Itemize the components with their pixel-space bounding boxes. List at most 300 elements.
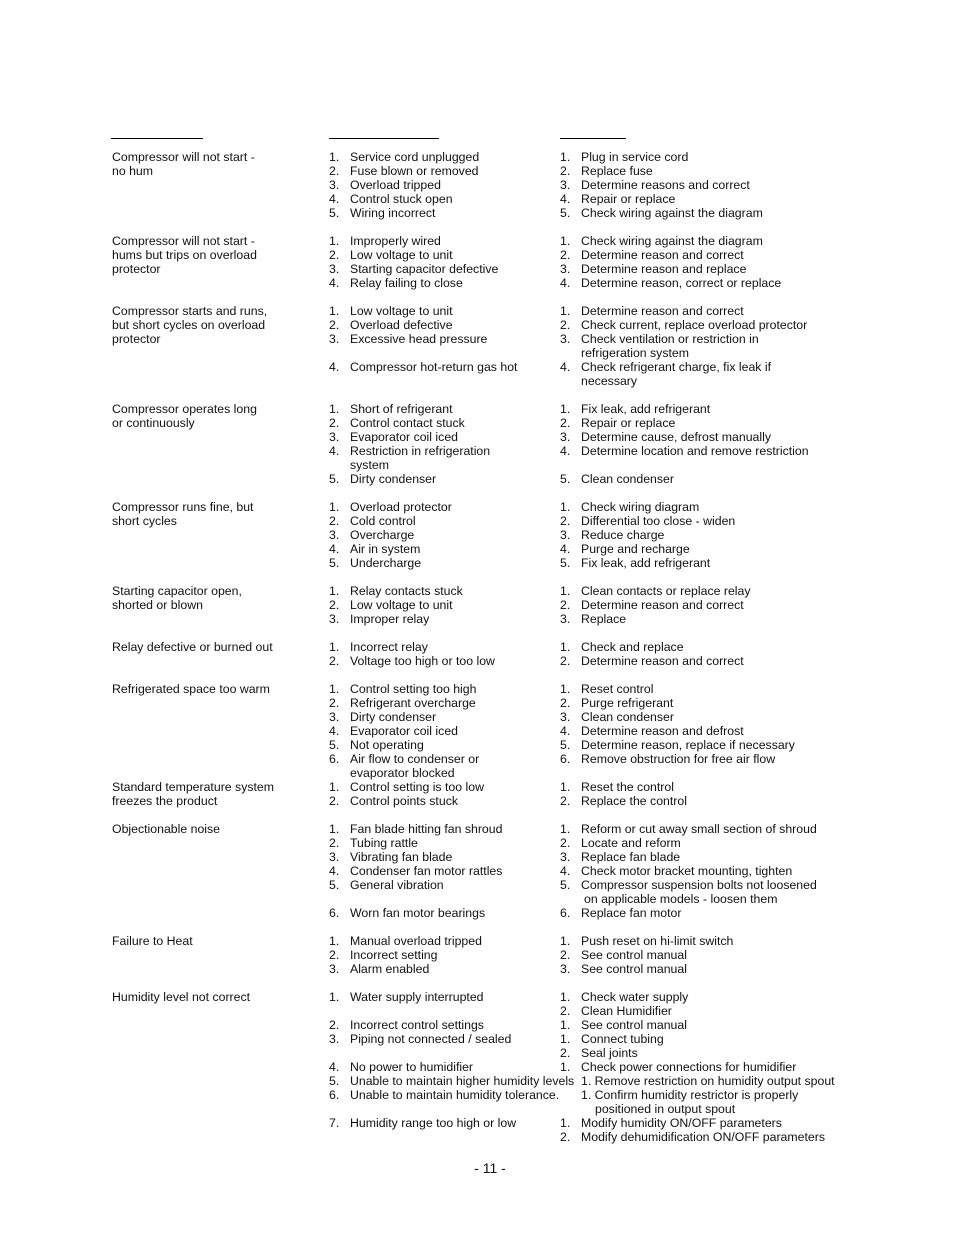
cause-text: Overload protector <box>350 500 452 514</box>
remedy-number: 1. <box>560 682 571 696</box>
remedy-number: 2. <box>560 164 571 178</box>
cause-number: 3. <box>329 612 340 626</box>
problem-text: protector <box>112 262 161 276</box>
remedy-text: Check current, replace overload protector <box>581 318 808 332</box>
remedy-text: Check and replace <box>581 640 684 654</box>
cause-number: 1. <box>329 682 340 696</box>
table-row <box>0 374 954 388</box>
problem-text: Starting capacitor open, <box>112 584 242 598</box>
cause-text: Condenser fan motor rattles <box>350 864 503 878</box>
problem-text: short cycles <box>112 514 177 528</box>
cause-text: Improperly wired <box>350 234 441 248</box>
remedy-text: Connect tubing <box>581 1032 664 1046</box>
table-row <box>0 584 954 598</box>
remedy-text: Determine reason and correct <box>581 304 744 318</box>
remedy-number: 1. <box>560 584 571 598</box>
remedy-number: 3. <box>560 850 571 864</box>
remedy-number: 4. <box>560 192 571 206</box>
remedy-text: Modify dehumidification ON/OFF parameters <box>581 1130 825 1144</box>
table-row <box>0 416 954 430</box>
cause-text: Incorrect setting <box>350 948 438 962</box>
remedy-number: 4. <box>560 864 571 878</box>
remedy-number: 5. <box>560 206 571 220</box>
cause-text: Water supply interrupted <box>350 990 484 1004</box>
cause-number: 2. <box>329 654 340 668</box>
table-row <box>0 318 954 332</box>
cause-number: 1. <box>329 402 340 416</box>
problem-text: no hum <box>112 164 154 178</box>
cause-text: Evaporator coil iced <box>350 430 458 444</box>
cause-text: Air in system <box>350 542 421 556</box>
table-row <box>0 346 954 360</box>
cause-text: Service cord unplugged <box>350 150 480 164</box>
section-gap <box>0 220 954 234</box>
table-row <box>0 780 954 794</box>
cause-text: Short of refrigerant <box>350 402 453 416</box>
table-row <box>0 1102 954 1116</box>
remedy-text: Modify humidity ON/OFF parameters <box>581 1116 782 1130</box>
remedy-number: 2. <box>560 248 571 262</box>
remedy-number: 2. <box>560 514 571 528</box>
remedy-text: Reduce charge <box>581 528 665 542</box>
cause-text: Overload defective <box>350 318 453 332</box>
cause-number: 1. <box>329 780 340 794</box>
cause-number: 2. <box>329 248 340 262</box>
table-row <box>0 640 954 654</box>
cause-number: 4. <box>329 542 340 556</box>
table-row <box>0 738 954 752</box>
cause-text: General vibration <box>350 878 444 892</box>
problem-text: Refrigerated space too warm <box>112 682 270 696</box>
cause-text: Not operating <box>350 738 424 752</box>
remedy-text: Determine reason, correct or replace <box>581 276 782 290</box>
remedy-number: 1. <box>560 304 571 318</box>
table-row <box>0 794 954 808</box>
cause-number: 4. <box>329 360 340 374</box>
problem-text: or continuously <box>112 416 195 430</box>
remedy-number: 2. <box>560 948 571 962</box>
remedy-number: 4. <box>560 542 571 556</box>
remedy-number: 3. <box>560 710 571 724</box>
table-row <box>0 822 954 836</box>
remedy-number: 1. <box>560 1116 571 1130</box>
table-row <box>0 612 954 626</box>
remedy-number: 1. <box>560 402 571 416</box>
cause-number: 4. <box>329 444 340 458</box>
remedy-number: 2. <box>560 836 571 850</box>
cause-number: 1. <box>329 990 340 1004</box>
remedy-number: 2. <box>560 416 571 430</box>
table-row <box>0 1074 954 1088</box>
remedy-text: Determine reason and correct <box>581 598 744 612</box>
cause-text: Refrigerant overcharge <box>350 696 476 710</box>
cause-number: 5. <box>329 472 340 486</box>
table-row <box>0 1060 954 1074</box>
table-row <box>0 878 954 892</box>
cause-text: Wiring incorrect <box>350 206 436 220</box>
section-gap <box>0 388 954 402</box>
cause-text: Low voltage to unit <box>350 248 453 262</box>
remedy-number: 5. <box>560 878 571 892</box>
table-row <box>0 248 954 262</box>
table-row <box>0 556 954 570</box>
cause-text: Low voltage to unit <box>350 304 453 318</box>
cause-number: 3. <box>329 178 340 192</box>
remedy-number: 4. <box>560 444 571 458</box>
cause-number: 1. <box>329 304 340 318</box>
cause-text: Manual overload tripped <box>350 934 482 948</box>
remedy-number: 5. <box>560 738 571 752</box>
cause-number: 3. <box>329 710 340 724</box>
remedy-number: 3. <box>560 430 571 444</box>
cause-text: Starting capacitor defective <box>350 262 499 276</box>
section-gap <box>0 976 954 990</box>
problem-column-rule <box>111 138 203 139</box>
remedy-number: 4. <box>560 360 571 374</box>
cause-text: Fan blade hitting fan shroud <box>350 822 503 836</box>
remedy-text: Check water supply <box>581 990 689 1004</box>
cause-text: Voltage too high or too low <box>350 654 495 668</box>
cause-number: 1. <box>329 500 340 514</box>
table-row <box>0 934 954 948</box>
remedy-text: Plug in service cord <box>581 150 689 164</box>
remedy-text: Replace the control <box>581 794 687 808</box>
table-row <box>0 332 954 346</box>
table-row <box>0 402 954 416</box>
cause-text: Alarm enabled <box>350 962 430 976</box>
remedy-text: Replace fuse <box>581 164 653 178</box>
troubleshooting-table <box>0 150 954 1144</box>
table-row <box>0 990 954 1004</box>
cause-number: 5. <box>329 556 340 570</box>
table-row <box>0 724 954 738</box>
table-row <box>0 948 954 962</box>
remedy-text: Determine location and remove restriction <box>581 444 809 458</box>
cause-number: 1. <box>329 584 340 598</box>
cause-number: 2. <box>329 416 340 430</box>
remedy-text: Check motor bracket mounting, tighten <box>581 864 793 878</box>
remedy-text: Fix leak, add refrigerant <box>581 556 711 570</box>
remedy-text: Determine reason and correct <box>581 654 744 668</box>
remedy-text: Check ventilation or restriction in <box>581 332 759 346</box>
cause-text: Worn fan motor bearings <box>350 906 486 920</box>
remedy-text: Check wiring against the diagram <box>581 206 763 220</box>
cause-number: 1. <box>329 234 340 248</box>
remedy-number: 1. <box>560 500 571 514</box>
section-gap <box>0 570 954 584</box>
problem-text: Humidity level not correct <box>112 990 251 1004</box>
remedy-number: 1. <box>560 1060 571 1074</box>
remedy-text: Check refrigerant charge, fix leak if <box>581 360 772 374</box>
remedy-text: Reset control <box>581 682 654 696</box>
cause-number: 2. <box>329 164 340 178</box>
remedy-text: Repair or replace <box>581 416 676 430</box>
remedy-text: Differential too close - widen <box>581 514 736 528</box>
table-row <box>0 458 954 472</box>
remedy-text: Reset the control <box>581 780 674 794</box>
cause-text: Low voltage to unit <box>350 598 453 612</box>
remedy-number: 5. <box>560 472 571 486</box>
cause-text: Improper relay <box>350 612 430 626</box>
problem-text: Compressor will not start - <box>112 150 255 164</box>
remedy-text: See control manual <box>581 948 687 962</box>
remedy-text: Determine reason and replace <box>581 262 747 276</box>
remedy-number: 1. <box>560 150 571 164</box>
remedy-text: Determine cause, defrost manually <box>581 430 772 444</box>
remedy-number: 2. <box>560 654 571 668</box>
table-row <box>0 234 954 248</box>
cause-column-rule <box>329 138 439 139</box>
problem-text: protector <box>112 332 161 346</box>
table-row <box>0 696 954 710</box>
cause-text: Dirty condenser <box>350 472 437 486</box>
cause-text: Air flow to condenser or <box>350 752 480 766</box>
remedy-number: 6. <box>560 906 571 920</box>
problem-text: Relay defective or burned out <box>112 640 273 654</box>
table-row <box>0 864 954 878</box>
table-row <box>0 262 954 276</box>
cause-number: 3. <box>329 528 340 542</box>
cause-number: 4. <box>329 192 340 206</box>
remedy-text: Locate and reform <box>581 836 681 850</box>
cause-text: Overload tripped <box>350 178 441 192</box>
remedy-text: Clean contacts or replace relay <box>581 584 751 598</box>
cause-text: Incorrect control settings <box>350 1018 484 1032</box>
section-gap <box>0 290 954 304</box>
section-gap <box>0 626 954 640</box>
remedy-number: 1. <box>560 1018 571 1032</box>
remedy-text: necessary <box>581 374 638 388</box>
problem-text: Standard temperature system <box>112 780 274 794</box>
table-row <box>0 164 954 178</box>
cause-number: 3. <box>329 430 340 444</box>
remedy-number: 1. <box>560 822 571 836</box>
remedy-text: 1. Confirm humidity restrictor is properly <box>581 1088 799 1102</box>
cause-text: Incorrect relay <box>350 640 428 654</box>
remedy-number: 1. <box>560 934 571 948</box>
cause-text: No power to humidifier <box>350 1060 474 1074</box>
remedy-number: 2. <box>560 696 571 710</box>
cause-number: 4. <box>329 724 340 738</box>
cause-number: 1. <box>329 640 340 654</box>
remedy-number: 3. <box>560 262 571 276</box>
remedy-number: 5. <box>560 556 571 570</box>
table-row <box>0 360 954 374</box>
cause-text: Undercharge <box>350 556 422 570</box>
remedy-number: 1. <box>560 990 571 1004</box>
section-gap <box>0 920 954 934</box>
remedy-number: 2. <box>560 318 571 332</box>
remedy-text: See control manual <box>581 1018 687 1032</box>
remedy-text: Fix leak, add refrigerant <box>581 402 711 416</box>
problem-text: Compressor runs fine, but <box>112 500 254 514</box>
remedy-number: 4. <box>560 724 571 738</box>
remedy-text: Replace fan motor <box>581 906 682 920</box>
cause-number: 5. <box>329 738 340 752</box>
remedy-text: Check wiring diagram <box>581 500 700 514</box>
cause-number: 6. <box>329 906 340 920</box>
table-row <box>0 178 954 192</box>
cause-text: Relay contacts stuck <box>350 584 463 598</box>
table-row <box>0 752 954 766</box>
remedy-number: 1. <box>560 640 571 654</box>
cause-number: 2. <box>329 1018 340 1032</box>
remedy-text: Remove obstruction for free air flow <box>581 752 776 766</box>
cause-number: 2. <box>329 794 340 808</box>
remedy-text: on applicable models - loosen them <box>584 892 778 906</box>
cause-text: Control setting too high <box>350 682 477 696</box>
cause-number: 7. <box>329 1116 340 1130</box>
cause-number: 4. <box>329 1060 340 1074</box>
remedy-text: Repair or replace <box>581 192 676 206</box>
cause-number: 3. <box>329 850 340 864</box>
remedy-number: 3. <box>560 612 571 626</box>
remedy-text: Clean condenser <box>581 472 674 486</box>
table-row <box>0 892 954 906</box>
remedy-number: 4. <box>560 276 571 290</box>
table-row <box>0 850 954 864</box>
cause-number: 4. <box>329 864 340 878</box>
cause-text: Piping not connected / sealed <box>350 1032 512 1046</box>
table-row <box>0 962 954 976</box>
remedy-text: Reform or cut away small section of shroud <box>581 822 817 836</box>
cause-number: 2. <box>329 836 340 850</box>
remedy-text: Purge refrigerant <box>581 696 674 710</box>
remedy-number: 6. <box>560 752 571 766</box>
table-row <box>0 276 954 290</box>
remedy-number: 2. <box>560 794 571 808</box>
problem-text: Objectionable noise <box>112 822 221 836</box>
problem-text: shorted or blown <box>112 598 203 612</box>
table-row <box>0 304 954 318</box>
remedy-text: Purge and recharge <box>581 542 690 556</box>
remedy-number: 3. <box>560 962 571 976</box>
cause-text: Tubing rattle <box>350 836 418 850</box>
remedy-number: 1. <box>560 234 571 248</box>
cause-number: 5. <box>329 878 340 892</box>
remedy-text: Determine reason and correct <box>581 248 744 262</box>
cause-text: Relay failing to close <box>350 276 463 290</box>
cause-text: Excessive head pressure <box>350 332 488 346</box>
cause-text: Dirty condenser <box>350 710 437 724</box>
cause-number: 2. <box>329 514 340 528</box>
table-row <box>0 1032 954 1046</box>
remedy-text: Replace fan blade <box>581 850 681 864</box>
remedy-number: 2. <box>560 1004 571 1018</box>
table-row <box>0 542 954 556</box>
remedy-text: Determine reasons and correct <box>581 178 750 192</box>
table-row <box>0 500 954 514</box>
remedy-number: 3. <box>560 332 571 346</box>
remedy-text: refrigeration system <box>581 346 689 360</box>
table-row <box>0 192 954 206</box>
cause-text: Unable to maintain higher humidity levels <box>350 1074 575 1088</box>
cause-number: 2. <box>329 948 340 962</box>
cause-text: Unable to maintain humidity tolerance. <box>350 1088 560 1102</box>
cause-number: 3. <box>329 962 340 976</box>
remedy-number: 2. <box>560 1046 571 1060</box>
table-row <box>0 150 954 164</box>
cause-number: 2. <box>329 318 340 332</box>
problem-text: Compressor starts and runs, <box>112 304 268 318</box>
table-row <box>0 710 954 724</box>
section-gap <box>0 808 954 822</box>
cause-number: 3. <box>329 332 340 346</box>
cause-text: Control stuck open <box>350 192 453 206</box>
remedy-text: Determine reason and defrost <box>581 724 744 738</box>
remedy-text: Seal joints <box>581 1046 638 1060</box>
problem-text: but short cycles on overload <box>112 318 266 332</box>
table-row <box>0 472 954 486</box>
problem-text: freezes the product <box>112 794 218 808</box>
remedy-number: 2. <box>560 1130 571 1144</box>
remedy-text: positioned in output spout <box>595 1102 736 1116</box>
cause-number: 5. <box>329 206 340 220</box>
remedy-text: Push reset on hi-limit switch <box>581 934 734 948</box>
cause-number: 3. <box>329 1032 340 1046</box>
cause-text: Control contact stuck <box>350 416 465 430</box>
remedy-text: Replace <box>581 612 627 626</box>
cause-number: 2. <box>329 598 340 612</box>
remedy-text: Check power connections for humidifier <box>581 1060 797 1074</box>
table-row <box>0 682 954 696</box>
cause-text: Vibrating fan blade <box>350 850 453 864</box>
table-row <box>0 1116 954 1130</box>
remedy-text: 1. Remove restriction on humidity output spout <box>581 1074 835 1088</box>
table-row <box>0 1088 954 1102</box>
problem-text: Failure to Heat <box>112 934 193 948</box>
table-row <box>0 1004 954 1018</box>
cause-text: Humidity range too high or low <box>350 1116 517 1130</box>
cause-text: Evaporator coil iced <box>350 724 458 738</box>
remedy-text: See control manual <box>581 962 687 976</box>
table-row <box>0 598 954 612</box>
table-row <box>0 1130 954 1144</box>
remedy-text: Clean condenser <box>581 710 674 724</box>
table-row <box>0 836 954 850</box>
cause-text: Control points stuck <box>350 794 458 808</box>
remedy-number: 1. <box>560 780 571 794</box>
table-row <box>0 514 954 528</box>
table-row <box>0 206 954 220</box>
cause-number: 1. <box>329 822 340 836</box>
table-row <box>0 654 954 668</box>
remedy-number: 3. <box>560 178 571 192</box>
remedy-text: Check wiring against the diagram <box>581 234 763 248</box>
cause-number: 5. <box>329 1074 340 1088</box>
remedy-number: 2. <box>560 598 571 612</box>
table-row <box>0 766 954 780</box>
cause-text: Overcharge <box>350 528 415 542</box>
problem-text: Compressor operates long <box>112 402 257 416</box>
problem-text: hums but trips on overload <box>112 248 257 262</box>
cause-text: system <box>350 458 389 472</box>
table-row <box>0 528 954 542</box>
cause-number: 1. <box>329 150 340 164</box>
table-row <box>0 1046 954 1060</box>
section-gap <box>0 668 954 682</box>
cause-number: 2. <box>329 696 340 710</box>
remedy-text: Compressor suspension bolts not loosened <box>581 878 817 892</box>
cause-text: Compressor hot-return gas hot <box>350 360 518 374</box>
remedy-number: 1. <box>560 1032 571 1046</box>
cause-text: Cold control <box>350 514 416 528</box>
section-gap <box>0 486 954 500</box>
table-row <box>0 430 954 444</box>
cause-number: 6. <box>329 1088 340 1102</box>
page-number: - 11 - <box>474 1160 506 1176</box>
table-row <box>0 906 954 920</box>
